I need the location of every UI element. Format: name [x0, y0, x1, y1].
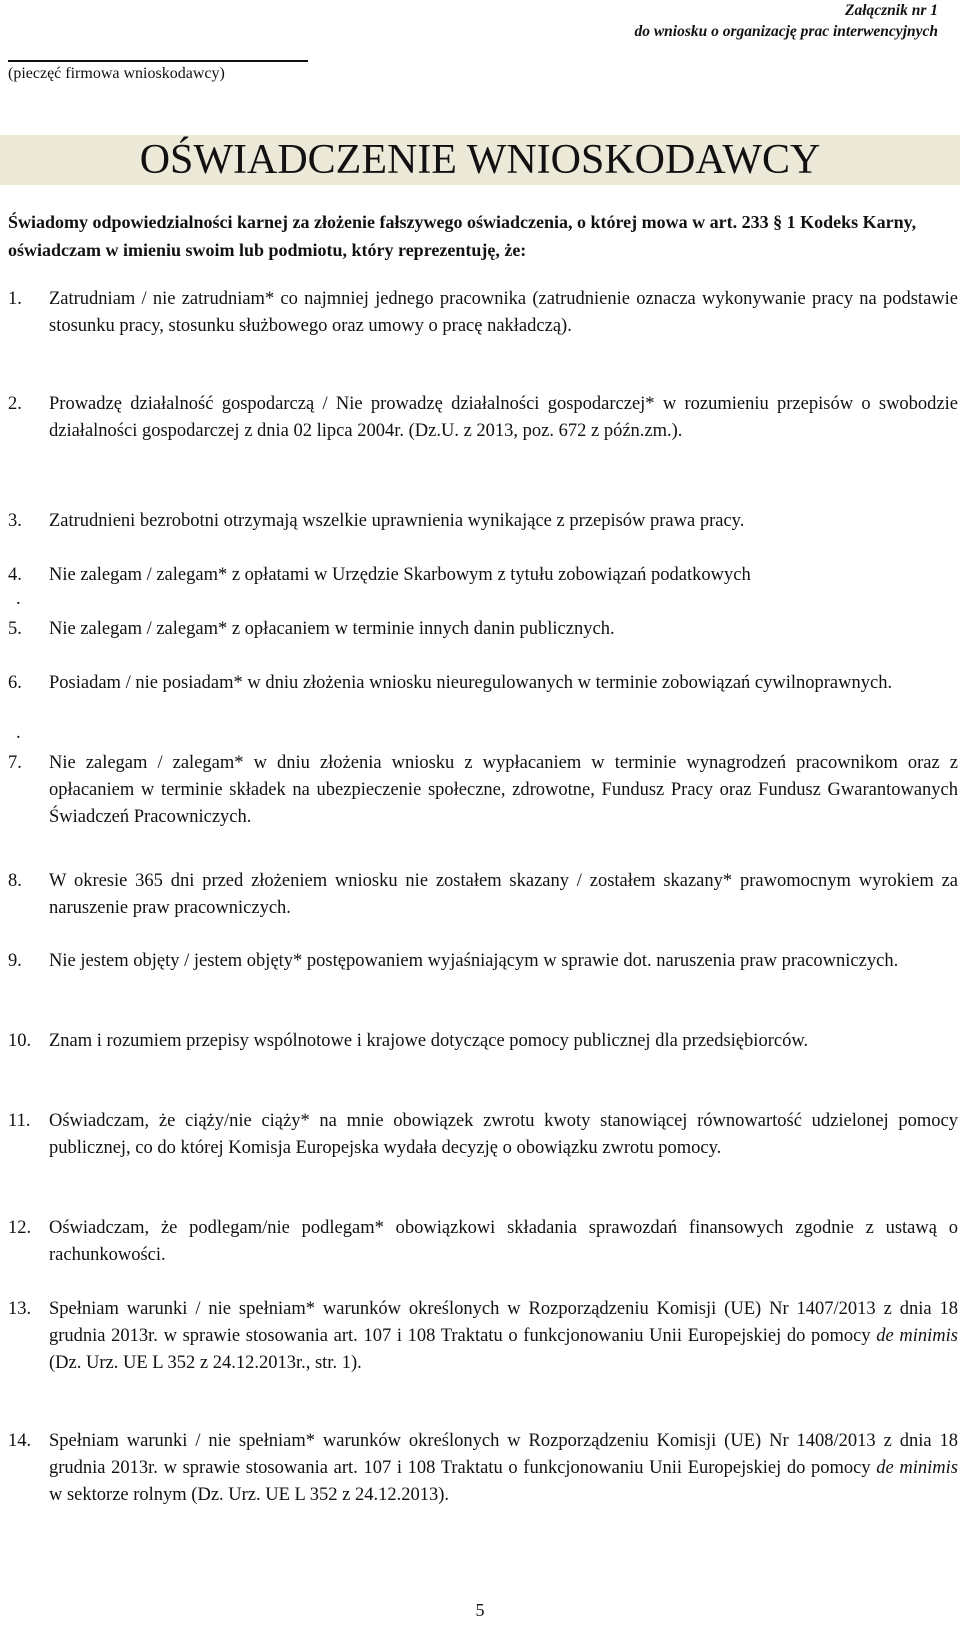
list-item	[8, 1428, 958, 1509]
item-number: 3.	[8, 511, 22, 531]
list-item	[8, 750, 958, 831]
list-item	[8, 1215, 958, 1269]
item-number: 12.	[8, 1218, 32, 1238]
attachment-header	[634, 0, 938, 42]
list-item	[8, 1028, 958, 1055]
item-text: Posiadam / nie posiadam* w dniu złożenia wniosku nieuregulowanych w terminie zobowiązań cywilnoprawnych.	[49, 673, 893, 693]
list-item	[8, 1296, 958, 1377]
list-item	[8, 562, 958, 589]
item-text: Nie zalegam / zalegam* w dniu złożenia wniosku z wypłacaniem w terminie wynagrodzeń pracownikom oraz z opłacaniem w terminie składek na ubezpieczenie społeczne, zdrowotne, Fundusz Pracy oraz Fundusz Gwarantowanych Świadczeń Pracowniczych.	[49, 753, 958, 827]
list-item	[8, 948, 958, 975]
list-item	[8, 670, 958, 697]
list-item	[8, 1108, 958, 1162]
item-text: Nie zalegam / zalegam* z opłacaniem w terminie innych danin publicznych.	[49, 619, 615, 639]
page-title: OŚWIADCZENIE WNIOSKODAWCY	[139, 137, 821, 183]
item-text: Zatrudnieni bezrobotni otrzymają wszelkie uprawnienia wynikające z przepisów prawa pracy.	[49, 511, 745, 531]
list-item	[8, 286, 958, 340]
item-number: 9.	[8, 951, 22, 971]
item-text-part: Spełniam warunki / nie spełniam* warunków określonych w Rozporządzeniu Komisji (UE) Nr 1408/2013 z dnia 18 grudnia 2013r. w sprawie stosowania art. 107 i 108 Traktatu o funkcjonowaniu Unii Europejskiej do pomocy	[49, 1431, 958, 1478]
item-number: 10.	[8, 1031, 32, 1051]
item-number: 14.	[8, 1431, 32, 1451]
attachment-number: Załącznik nr 1	[844, 2, 938, 19]
item-number: 7.	[8, 753, 22, 773]
item-number: 6.	[8, 673, 22, 693]
item-number: 4.	[8, 565, 22, 585]
item-text-part: w sektorze rolnym (Dz. Urz. UE L 352 z 24.12.2013).	[49, 1485, 450, 1505]
item-number: 13.	[8, 1299, 32, 1319]
item-text: Prowadzę działalność gospodarczą / Nie prowadzę działalności gospodarczej* w rozumieniu przepisów o swobodzie działalności gospodarczej z dnia 02 lipca 2004r. (Dz.U. z 2013, poz. 672 z późn.zm.).	[49, 394, 958, 441]
item-text-part: (Dz. Urz. UE L 352 z 24.12.2013r., str. 1).	[49, 1353, 362, 1373]
item-text: Znam i rozumiem przepisy wspólnotowe i krajowe dotyczące pomocy publicznej dla przedsiębiorców.	[49, 1031, 809, 1051]
list-item	[8, 391, 958, 445]
stamp-label: (pieczęć firmowa wnioskodawcy)	[8, 65, 225, 82]
title-banner	[0, 135, 960, 185]
item-text: Nie zalegam / zalegam* z opłatami w Urzędzie Skarbowym z tytułu zobowiązań podatkowych	[49, 565, 751, 585]
item-number: 11.	[8, 1111, 31, 1131]
list-item	[8, 508, 958, 535]
item-text	[49, 1428, 958, 1509]
item-number: 2.	[8, 394, 22, 414]
item-text-italic: de minimis	[876, 1326, 958, 1346]
item-number: 8.	[8, 871, 22, 891]
stray-dot: .	[16, 589, 21, 609]
list-item	[8, 868, 958, 922]
item-number: 5.	[8, 619, 22, 639]
stray-dot: .	[16, 723, 21, 743]
intro-statement: Świadomy odpowiedzialności karnej za złożenie fałszywego oświadczenia, o której mowa w art. 233 § 1 Kodeks Karny, oświadczam w imieniu swoim lub podmiotu, który reprezentuję, że:	[8, 212, 917, 260]
item-text: Nie jestem objęty / jestem objęty* postępowaniem wyjaśniającym w sprawie dot. naruszenia praw pracowniczych.	[49, 951, 899, 971]
item-text: Oświadczam, że ciąży/nie ciąży* na mnie obowiązek zwrotu kwoty stanowiącej równowartość udzielonej pomocy publicznej, co do której Komisja Europejska wydała decyzję o obowiązku zwrotu pomocy.	[49, 1111, 958, 1158]
item-text: Oświadczam, że podlegam/nie podlegam* obowiązkowi składania sprawozdań finansowych zgodnie z ustawą o rachunkowości.	[49, 1218, 958, 1265]
list-item	[8, 616, 958, 643]
page-number: 5	[475, 1600, 485, 1620]
item-text	[49, 1296, 958, 1377]
item-number: 1.	[8, 289, 22, 309]
item-text-italic: de minimis	[876, 1458, 958, 1478]
attachment-description: do wniosku o organizację prac interwencyjnych	[634, 23, 938, 40]
item-text: W okresie 365 dni przed złożeniem wniosku nie zostałem skazany / zostałem skazany* prawomocnym wyrokiem za naruszenie praw pracowniczych.	[49, 871, 958, 918]
stamp-signature-line	[8, 60, 308, 62]
item-text: Zatrudniam / nie zatrudniam* co najmniej jednego pracownika (zatrudnienie oznacza wykonywanie pracy na podstawie stosunku pracy, stosunku służbowego oraz umowy o pracę nakładczą).	[49, 289, 958, 336]
item-text-part: Spełniam warunki / nie spełniam* warunków określonych w Rozporządzeniu Komisji (UE) Nr 1407/2013 z dnia 18 grudnia 2013r. w sprawie stosowania art. 107 i 108 Traktatu o funkcjonowaniu Unii Europejskiej do pomocy	[49, 1299, 958, 1346]
